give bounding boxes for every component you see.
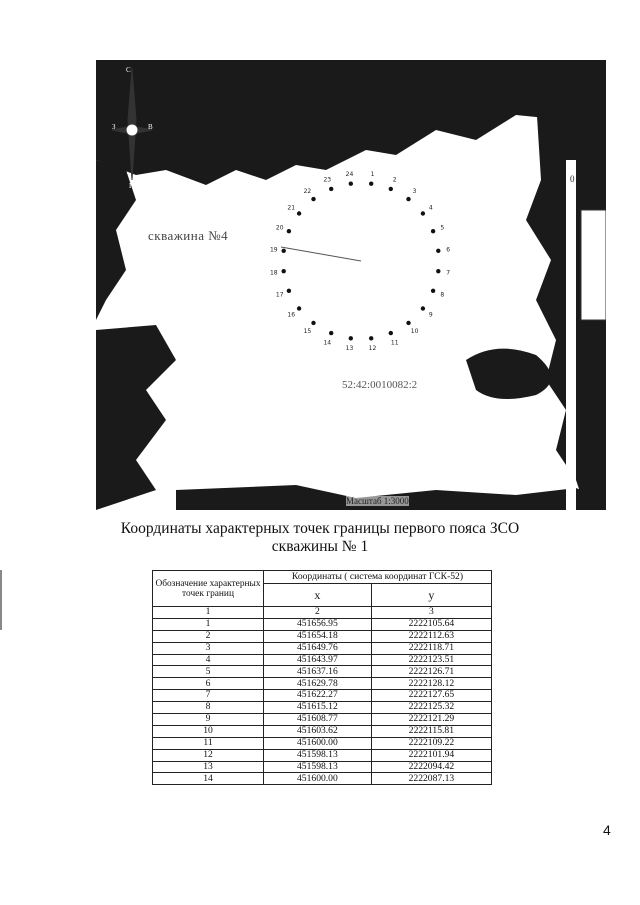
boundary-point-23 [329,187,333,191]
boundary-point-label-24: 24 [345,170,354,178]
x-value: 451603.62 [264,725,372,737]
point-number: 2 [153,630,264,642]
boundary-point-label-4: 4 [428,204,433,212]
map-building-outline [581,210,606,320]
boundary-point-label-10: 10 [410,327,419,335]
x-value: 451598.13 [264,761,372,773]
boundary-point-label-2: 2 [392,176,397,184]
compass-east-label: В [148,123,153,131]
x-value: 451649.76 [264,642,372,654]
x-value: 451598.13 [264,749,372,761]
boundary-point-2 [389,187,393,191]
table-row [153,678,492,690]
boundary-point-label-17: 17 [275,291,284,299]
y-value: 2222105.64 [371,618,491,630]
map-dark-blob [466,349,551,399]
map-dark-areas [96,60,606,510]
column-number-1: 1 [153,607,264,619]
header-point-name: Обозначение характерных точек границ [153,571,264,607]
header-coordinate-system: Координаты ( система координат ГСК-52) [264,571,492,584]
boundary-point-16 [297,306,301,310]
x-value: 451629.78 [264,678,372,690]
boundary-point-10 [406,321,410,325]
boundary-point-20 [287,229,291,233]
map-road-line [566,160,576,510]
boundary-point-label-5: 5 [440,224,445,232]
boundary-point-12 [369,336,373,340]
boundary-point-3 [406,197,410,201]
y-value: 2222123.51 [371,654,491,666]
boundary-point-label-11: 11 [390,339,399,347]
header-y: y [371,584,491,607]
table-row [153,714,492,726]
table-row [153,642,492,654]
compass-south-label: Ю [129,182,137,190]
page-number: 4 [603,822,611,838]
point-number: 13 [153,761,264,773]
column-number-3: 3 [371,607,491,619]
point-number: 11 [153,737,264,749]
boundary-point-label-8: 8 [440,291,445,299]
boundary-point-label-19: 19 [269,246,278,254]
scan-edge-mark [0,570,2,630]
y-value: 2222127.65 [371,690,491,702]
point-number: 12 [153,749,264,761]
boundary-point-1 [369,182,373,186]
boundary-point-22 [311,197,315,201]
boundary-point-label-12: 12 [368,345,377,353]
x-value: 451643.97 [264,654,372,666]
map-fragment [96,60,606,510]
y-value: 2222126.71 [371,666,491,678]
x-value: 451600.00 [264,737,372,749]
compass-center [126,124,138,136]
boundary-point-14 [329,331,333,335]
x-value: 451608.77 [264,714,372,726]
x-value: 451637.16 [264,666,372,678]
x-value: 451622.27 [264,690,372,702]
caption-line-2: скважины № 1 [271,538,369,555]
y-value: 2222128.12 [371,678,491,690]
table-row [153,761,492,773]
y-value: 2222118.71 [371,642,491,654]
point-number: 4 [153,654,264,666]
boundary-point-label-7: 7 [446,269,451,277]
caption-line-1: Координаты характерных точек границы первого пояса ЗСО [120,520,520,537]
boundary-point-label-14: 14 [323,339,332,347]
y-value: 2222115.81 [371,725,491,737]
boundary-point-19 [282,249,286,253]
table-row [153,773,492,785]
table-row [153,749,492,761]
boundary-point-9 [421,306,425,310]
compass-north-label: С [126,66,131,74]
edge-label: 0 [570,174,575,184]
boundary-point-17 [287,289,291,293]
boundary-point-5 [431,229,435,233]
table-row [153,630,492,642]
table-row [153,702,492,714]
boundary-point-15 [311,321,315,325]
y-value: 2222109.22 [371,737,491,749]
point-number: 7 [153,690,264,702]
boundary-point-label-23: 23 [323,176,332,184]
y-value: 2222101.94 [371,749,491,761]
boundary-point-label-9: 9 [428,311,433,319]
boundary-point-13 [349,336,353,340]
map-dark-left-lower [96,325,176,510]
table-row [153,725,492,737]
boundary-point-label-22: 22 [303,188,312,196]
table-row [153,654,492,666]
point-number: 9 [153,714,264,726]
header-x: x [264,584,372,607]
boundary-point-4 [421,211,425,215]
boundary-point-11 [389,331,393,335]
boundary-point-label-3: 3 [412,188,417,196]
coordinates-table [152,570,492,785]
y-value: 2222121.29 [371,714,491,726]
column-number-2: 2 [264,607,372,619]
point-number: 14 [153,773,264,785]
boundary-point-label-16: 16 [287,311,296,319]
boundary-point-label-15: 15 [303,327,312,335]
boundary-point-8 [431,289,435,293]
x-value: 451600.00 [264,773,372,785]
table-row [153,737,492,749]
well-label: скважина №4 [148,228,229,243]
boundary-point-24 [349,182,353,186]
zone-boundary-ring [270,171,450,352]
boundary-point-18 [282,269,286,273]
x-value: 451654.18 [264,630,372,642]
boundary-point-label-13: 13 [345,345,354,353]
table-row [153,666,492,678]
boundary-point-7 [436,269,440,273]
y-value: 2222087.13 [371,773,491,785]
parcel-number-label: 52:42:0010082:2 [342,379,418,391]
boundary-point-6 [436,249,440,253]
x-value: 451615.12 [264,702,372,714]
boundary-point-label-6: 6 [446,246,451,254]
point-number: 1 [153,618,264,630]
point-number: 5 [153,666,264,678]
compass-west-label: З [112,123,116,131]
boundary-point-21 [297,211,301,215]
map-dark-top [96,60,606,185]
scale-label: Масштаб 1:3000 [346,496,409,506]
boundary-point-label-1: 1 [370,170,375,178]
y-value: 2222094.42 [371,761,491,773]
y-value: 2222112.63 [371,630,491,642]
point-number: 3 [153,642,264,654]
point-number: 6 [153,678,264,690]
y-value: 2222125.32 [371,702,491,714]
table-row [153,618,492,630]
map-canvas [96,60,606,510]
boundary-point-label-18: 18 [269,269,278,277]
x-value: 451656.95 [264,618,372,630]
well-pointer-line [281,247,361,261]
boundary-point-label-20: 20 [275,224,284,232]
point-number: 8 [153,702,264,714]
point-number: 10 [153,725,264,737]
table-row [153,690,492,702]
boundary-point-label-21: 21 [287,204,296,212]
